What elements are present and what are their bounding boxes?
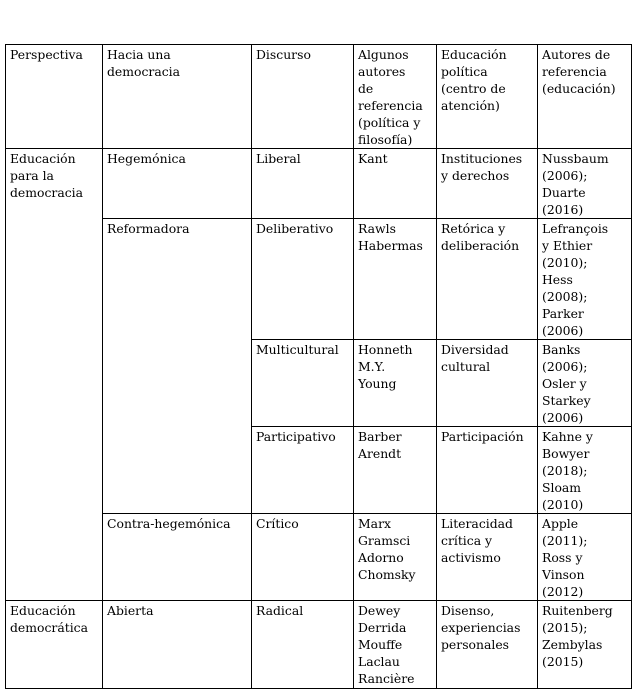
discurso-cell: Participativo <box>252 427 354 514</box>
autores-politica-cell: Dewey Derrida Mouffe Laclau Rancière <box>354 601 437 689</box>
table-row <box>6 149 632 219</box>
hacia-cell: Reformadora <box>103 219 252 514</box>
table-row <box>6 601 632 689</box>
hacia-cell: Hegemónica <box>103 149 252 219</box>
centro-cell: Literacidad crítica y activismo <box>437 514 538 601</box>
autores-politica-cell: Rawls Habermas <box>354 219 437 340</box>
autores-educacion-cell: Nussbaum (2006); Duarte (2016) <box>538 149 632 219</box>
centro-cell: Disenso, experiencias personales <box>437 601 538 689</box>
perspective-cell: Educación para la democracia <box>6 149 103 601</box>
discurso-cell: Crítico <box>252 514 354 601</box>
autores-politica-cell: Barber Arendt <box>354 427 437 514</box>
hacia-cell: Abierta <box>103 601 252 689</box>
header-row <box>6 45 632 149</box>
header-autores-politica: Algunos autores de referencia (política y filosofía) <box>354 45 437 149</box>
header-hacia-una-democracia: Hacia una democracia <box>103 45 252 149</box>
discurso-cell: Radical <box>252 601 354 689</box>
header-educacion-politica: Educación política (centro de atención) <box>437 45 538 149</box>
autores-educacion-cell: Banks (2006); Osler y Starkey (2006) <box>538 340 632 427</box>
discurso-cell: Liberal <box>252 149 354 219</box>
autores-educacion-cell: Apple (2011); Ross y Vinson (2012) <box>538 514 632 601</box>
autores-educacion-cell: Lefrançois y Ethier (2010); Hess (2008); Parker (2006) <box>538 219 632 340</box>
autores-educacion-cell: Kahne y Bowyer (2018); Sloam (2010) <box>538 427 632 514</box>
hacia-cell: Contra-hegemónica <box>103 514 252 601</box>
centro-cell: Diversidad cultural <box>437 340 538 427</box>
perspective-cell: Educación democrática <box>6 601 103 689</box>
discurso-cell: Deliberativo <box>252 219 354 340</box>
header-autores-educacion: Autores de referencia (educación) <box>538 45 632 149</box>
comparison-table <box>5 44 632 689</box>
centro-cell: Participación <box>437 427 538 514</box>
header-perspectiva: Perspectiva <box>6 45 103 149</box>
centro-cell: Retórica y deliberación <box>437 219 538 340</box>
autores-educacion-cell: Ruitenberg (2015); Zembylas (2015) <box>538 601 632 689</box>
header-discurso: Discurso <box>252 45 354 149</box>
autores-politica-cell: Honneth M.Y. Young <box>354 340 437 427</box>
autores-politica-cell: Kant <box>354 149 437 219</box>
centro-cell: Instituciones y derechos <box>437 149 538 219</box>
discurso-cell: Multicultural <box>252 340 354 427</box>
autores-politica-cell: Marx Gramsci Adorno Chomsky <box>354 514 437 601</box>
